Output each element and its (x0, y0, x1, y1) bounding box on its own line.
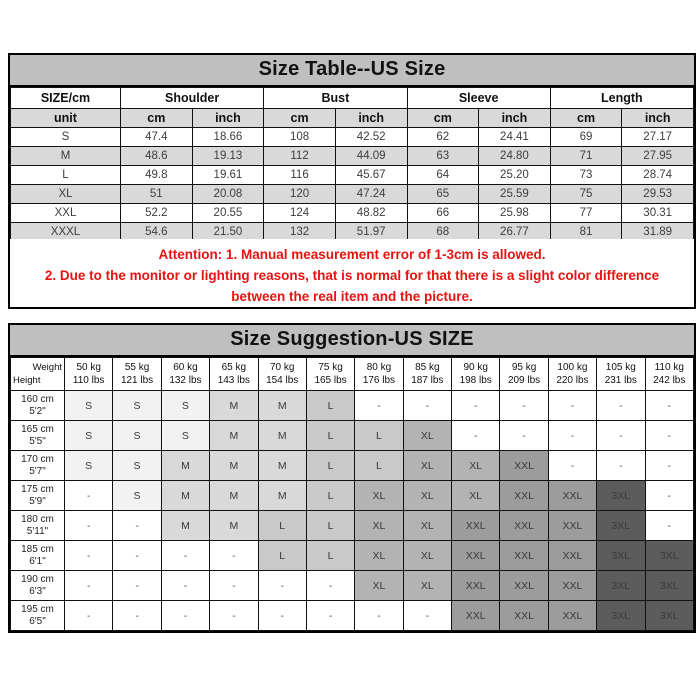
height-ft-label: 5'7" (29, 465, 46, 477)
unit-cell: inch (192, 109, 264, 128)
recommended-size-cell: S (113, 451, 161, 481)
no-size-cell: - (597, 391, 645, 421)
no-size-cell: - (597, 421, 645, 451)
recommended-size-cell: M (210, 451, 258, 481)
recommended-size-cell: XXL (500, 571, 548, 601)
no-size-cell: - (500, 421, 548, 451)
attention-note (8, 239, 696, 309)
recommended-size-cell: XL (452, 451, 500, 481)
corner-weight-label: Weight (32, 362, 62, 373)
height-cell (11, 421, 65, 451)
weight-lbs-label: 154 lbs (266, 375, 299, 386)
no-size-cell: - (645, 451, 694, 481)
recommended-size-cell: XXL (500, 601, 548, 631)
measurement-value: 26.77 (479, 223, 551, 242)
recommended-size-cell: XL (403, 571, 451, 601)
size-table-header-row (11, 88, 694, 109)
measurement-value: 42.52 (335, 128, 407, 147)
recommended-size-cell: XL (355, 571, 403, 601)
measurement-value: 25.98 (479, 204, 551, 223)
size-suggestion-title: Size Suggestion-US SIZE (10, 325, 694, 357)
measurement-value: 81 (550, 223, 622, 242)
measurement-value: 51.97 (335, 223, 407, 242)
size-col-header: SIZE/cm (11, 88, 121, 109)
weight-lbs-label: 231 lbs (604, 375, 637, 386)
no-size-cell: - (403, 601, 451, 631)
measurement-value: 47.24 (335, 185, 407, 204)
recommended-size-cell: XXL (500, 511, 548, 541)
height-cm-label: 190 cm (21, 573, 54, 585)
measurement-value: 77 (550, 204, 622, 223)
measurement-value: 65 (407, 185, 479, 204)
height-ft-label: 5'5" (29, 435, 46, 447)
weight-header-cell (548, 358, 596, 391)
recommended-size-cell: L (306, 421, 354, 451)
size-table-row (11, 185, 694, 204)
unit-cell: cm (264, 109, 336, 128)
measurement-value: 73 (550, 166, 622, 185)
no-size-cell: - (306, 601, 354, 631)
height-ft-label: 5'9" (29, 495, 46, 507)
unit-cell: cm (121, 109, 193, 128)
weight-kg-label: 55 kg (124, 362, 150, 373)
recommended-size-cell: XL (403, 511, 451, 541)
height-ft-label: 6'3" (29, 585, 46, 597)
weight-header-cell (452, 358, 500, 391)
weight-header-cell (65, 358, 113, 391)
recommended-size-cell: S (65, 451, 113, 481)
sleeve-header: Sleeve (407, 88, 550, 109)
recommended-size-cell: 3XL (645, 541, 694, 571)
measurement-value: 29.53 (622, 185, 694, 204)
weight-lbs-label: 242 lbs (653, 375, 686, 386)
recommended-size-cell: L (306, 451, 354, 481)
no-size-cell: - (452, 391, 500, 421)
attention-line-2: 2. Due to the monitor or lighting reasons, that is normal for that there is a slight color difference (44, 268, 660, 283)
recommended-size-cell: XXL (548, 571, 596, 601)
recommended-size-cell: L (306, 511, 354, 541)
weight-kg-label: 85 kg (415, 362, 440, 373)
recommended-size-cell: XXL (452, 511, 500, 541)
recommended-size-cell: XXL (548, 511, 596, 541)
recommended-size-cell: L (258, 511, 306, 541)
weight-lbs-label: 132 lbs (169, 375, 202, 386)
measurement-value: 45.67 (335, 166, 407, 185)
measurement-value: 30.31 (622, 204, 694, 223)
unit-cell: cm (407, 109, 479, 128)
weight-header-cell (306, 358, 354, 391)
recommended-size-cell: XL (403, 541, 451, 571)
recommended-size-cell: XXL (452, 541, 500, 571)
no-size-cell: - (65, 511, 113, 541)
weight-kg-label: 95 kg (511, 362, 537, 373)
no-size-cell: - (645, 391, 694, 421)
size-table-section (8, 53, 696, 244)
no-size-cell: - (161, 571, 209, 601)
size-table-row (11, 147, 694, 166)
recommended-size-cell: M (210, 421, 258, 451)
measurement-value: 48.82 (335, 204, 407, 223)
no-size-cell: - (113, 541, 161, 571)
measurement-value: 19.13 (192, 147, 264, 166)
weight-lbs-label: 198 lbs (459, 375, 492, 386)
height-cell (11, 511, 65, 541)
suggestion-row (11, 571, 694, 601)
height-cell (11, 541, 65, 571)
weight-kg-label: 110 kg (654, 362, 684, 373)
weight-lbs-label: 209 lbs (507, 375, 541, 386)
recommended-size-cell: M (161, 451, 209, 481)
unit-cell: cm (550, 109, 622, 128)
no-size-cell: - (645, 481, 694, 511)
recommended-size-cell: L (306, 391, 354, 421)
height-cell (11, 571, 65, 601)
no-size-cell: - (161, 601, 209, 631)
recommended-size-cell: S (161, 421, 209, 451)
height-cell (11, 451, 65, 481)
suggestion-row (11, 541, 694, 571)
recommended-size-cell: XL (403, 451, 451, 481)
weight-lbs-label: 110 lbs (72, 375, 105, 386)
measurement-value: 25.20 (479, 166, 551, 185)
recommended-size-cell: S (113, 391, 161, 421)
no-size-cell: - (306, 571, 354, 601)
measurement-value: 54.6 (121, 223, 193, 242)
measurement-value: 25.59 (479, 185, 551, 204)
measurement-value: 49.8 (121, 166, 193, 185)
unit-cell: unit (11, 109, 121, 128)
measurement-value: 27.17 (622, 128, 694, 147)
height-ft-label: 5'2" (29, 405, 46, 417)
no-size-cell: - (65, 601, 113, 631)
size-suggestion-table (10, 357, 694, 631)
measurement-value: 69 (550, 128, 622, 147)
recommended-size-cell: M (210, 511, 258, 541)
size-suggestion-section (8, 323, 696, 633)
suggestion-row (11, 481, 694, 511)
suggestion-row (11, 421, 694, 451)
weight-lbs-label: 165 lbs (314, 375, 347, 386)
measurement-value: 21.50 (192, 223, 264, 242)
measurement-value: 48.6 (121, 147, 193, 166)
measurement-value: 71 (550, 147, 622, 166)
measurement-value: 24.80 (479, 147, 551, 166)
recommended-size-cell: L (306, 481, 354, 511)
recommended-size-cell: M (161, 511, 209, 541)
weight-kg-label: 50 kg (76, 362, 101, 373)
size-table-title: Size Table--US Size (10, 55, 694, 87)
weight-header-cell (500, 358, 548, 391)
no-size-cell: - (210, 601, 258, 631)
measurement-value: 63 (407, 147, 479, 166)
weight-lbs-label: 176 lbs (362, 375, 396, 386)
recommended-size-cell: M (258, 451, 306, 481)
weight-header-row (11, 358, 694, 391)
unit-cell: inch (622, 109, 694, 128)
no-size-cell: - (355, 601, 403, 631)
height-cm-label: 165 cm (21, 423, 54, 435)
measurement-value: 132 (264, 223, 336, 242)
bust-header: Bust (264, 88, 407, 109)
measurement-value: 20.08 (192, 185, 264, 204)
measurement-value: 51 (121, 185, 193, 204)
unit-cell: inch (335, 109, 407, 128)
measurement-value: 116 (264, 166, 336, 185)
recommended-size-cell: XL (452, 481, 500, 511)
no-size-cell: - (113, 601, 161, 631)
measurement-value: 19.61 (192, 166, 264, 185)
measurement-value: 27.95 (622, 147, 694, 166)
measurement-value: 44.09 (335, 147, 407, 166)
recommended-size-cell: M (210, 481, 258, 511)
no-size-cell: - (548, 451, 596, 481)
size-table-row (11, 204, 694, 223)
measurement-value: 20.55 (192, 204, 264, 223)
no-size-cell: - (113, 571, 161, 601)
weight-height-corner-cell (11, 358, 65, 391)
measurement-value: 68 (407, 223, 479, 242)
no-size-cell: - (65, 571, 113, 601)
recommended-size-cell: M (210, 391, 258, 421)
weight-kg-label: 75 kg (318, 362, 343, 373)
suggestion-row (11, 601, 694, 631)
shoulder-header: Shoulder (121, 88, 264, 109)
no-size-cell: - (258, 601, 306, 631)
recommended-size-cell: XL (355, 541, 403, 571)
recommended-size-cell: 3XL (645, 601, 694, 631)
no-size-cell: - (258, 571, 306, 601)
recommended-size-cell: XXL (548, 541, 596, 571)
no-size-cell: - (113, 511, 161, 541)
recommended-size-cell: L (258, 541, 306, 571)
no-size-cell: - (65, 541, 113, 571)
weight-header-cell (210, 358, 258, 391)
recommended-size-cell: L (355, 451, 403, 481)
measurement-value: 124 (264, 204, 336, 223)
recommended-size-cell: M (258, 421, 306, 451)
measurement-value: 18.66 (192, 128, 264, 147)
recommended-size-cell: XXL (548, 481, 596, 511)
measurement-value: 24.41 (479, 128, 551, 147)
recommended-size-cell: 3XL (597, 541, 645, 571)
measurement-value: 31.89 (622, 223, 694, 242)
length-header: Length (550, 88, 693, 109)
recommended-size-cell: XXL (500, 481, 548, 511)
no-size-cell: - (161, 541, 209, 571)
size-table-row (11, 128, 694, 147)
no-size-cell: - (500, 391, 548, 421)
size-label: M (11, 147, 121, 166)
weight-header-cell (161, 358, 209, 391)
recommended-size-cell: 3XL (645, 571, 694, 601)
recommended-size-cell: M (161, 481, 209, 511)
size-table-body (11, 128, 694, 242)
weight-lbs-label: 121 lbs (120, 375, 154, 386)
measurement-value: 52.2 (121, 204, 193, 223)
no-size-cell: - (65, 481, 113, 511)
height-cm-label: 170 cm (21, 453, 54, 465)
recommended-size-cell: XL (403, 421, 451, 451)
size-table-row (11, 166, 694, 185)
size-suggestion-body (11, 391, 694, 631)
size-table (10, 87, 694, 242)
height-cm-label: 180 cm (21, 513, 54, 525)
weight-kg-label: 80 kg (366, 362, 392, 373)
suggestion-row (11, 451, 694, 481)
size-label: XXL (11, 204, 121, 223)
recommended-size-cell: 3XL (597, 601, 645, 631)
height-cm-label: 185 cm (21, 543, 54, 555)
measurement-value: 64 (407, 166, 479, 185)
recommended-size-cell: XL (355, 511, 403, 541)
recommended-size-cell: XXL (548, 601, 596, 631)
recommended-size-cell: M (258, 391, 306, 421)
recommended-size-cell: XXL (500, 541, 548, 571)
height-ft-label: 5'11" (26, 525, 49, 537)
recommended-size-cell: L (355, 421, 403, 451)
recommended-size-cell: S (65, 391, 113, 421)
no-size-cell: - (210, 541, 258, 571)
recommended-size-cell: XL (403, 481, 451, 511)
no-size-cell: - (210, 571, 258, 601)
suggestion-row (11, 511, 694, 541)
recommended-size-cell: 3XL (597, 571, 645, 601)
recommended-size-cell: L (306, 541, 354, 571)
weight-kg-label: 70 kg (269, 362, 295, 373)
weight-kg-label: 90 kg (463, 362, 488, 373)
measurement-value: 120 (264, 185, 336, 204)
measurement-value: 75 (550, 185, 622, 204)
height-cm-label: 175 cm (21, 483, 54, 495)
measurement-value: 66 (407, 204, 479, 223)
no-size-cell: - (645, 421, 694, 451)
weight-header-cell (258, 358, 306, 391)
weight-lbs-label: 143 lbs (217, 375, 250, 386)
suggestion-row (11, 391, 694, 421)
corner-height-label: Height (13, 375, 41, 386)
measurement-value: 47.4 (121, 128, 193, 147)
height-ft-label: 6'5" (29, 615, 46, 627)
no-size-cell: - (355, 391, 403, 421)
measurement-value: 112 (264, 147, 336, 166)
height-cell (11, 391, 65, 421)
height-cm-label: 160 cm (21, 393, 54, 405)
weight-header-cell (355, 358, 403, 391)
weight-header-cell (645, 358, 694, 391)
no-size-cell: - (452, 421, 500, 451)
recommended-size-cell: S (113, 481, 161, 511)
height-cell (11, 481, 65, 511)
weight-kg-label: 105 kg (605, 362, 636, 373)
weight-lbs-label: 187 lbs (411, 375, 444, 386)
no-size-cell: - (548, 391, 596, 421)
measurement-value: 28.74 (622, 166, 694, 185)
recommended-size-cell: 3XL (597, 481, 645, 511)
weight-kg-label: 65 kg (221, 362, 247, 373)
no-size-cell: - (548, 421, 596, 451)
weight-header-cell (403, 358, 451, 391)
height-ft-label: 6'1" (29, 555, 46, 567)
recommended-size-cell: 3XL (597, 511, 645, 541)
height-cm-label: 195 cm (21, 603, 54, 615)
attention-line-3: between the real item and the picture. (231, 289, 473, 304)
weight-kg-label: 60 kg (173, 362, 198, 373)
recommended-size-cell: S (65, 421, 113, 451)
size-label: XXXL (11, 223, 121, 242)
recommended-size-cell: S (113, 421, 161, 451)
measurement-value: 108 (264, 128, 336, 147)
no-size-cell: - (403, 391, 451, 421)
recommended-size-cell: M (258, 481, 306, 511)
size-label: L (11, 166, 121, 185)
weight-header-cell (597, 358, 645, 391)
recommended-size-cell: XXL (452, 601, 500, 631)
recommended-size-cell: S (161, 391, 209, 421)
recommended-size-cell: XXL (500, 451, 548, 481)
recommended-size-cell: XXL (452, 571, 500, 601)
weight-kg-label: 100 kg (557, 362, 588, 373)
no-size-cell: - (645, 511, 694, 541)
no-size-cell: - (597, 451, 645, 481)
size-label: S (11, 128, 121, 147)
height-cell (11, 601, 65, 631)
unit-cell: inch (479, 109, 551, 128)
attention-line-1: Attention: 1. Manual measurement error of 1-3cm is allowed. (158, 247, 546, 262)
measurement-value: 62 (407, 128, 479, 147)
weight-header-cell (113, 358, 161, 391)
size-label: XL (11, 185, 121, 204)
unit-row (11, 109, 694, 128)
weight-lbs-label: 220 lbs (556, 375, 589, 386)
recommended-size-cell: XL (355, 481, 403, 511)
